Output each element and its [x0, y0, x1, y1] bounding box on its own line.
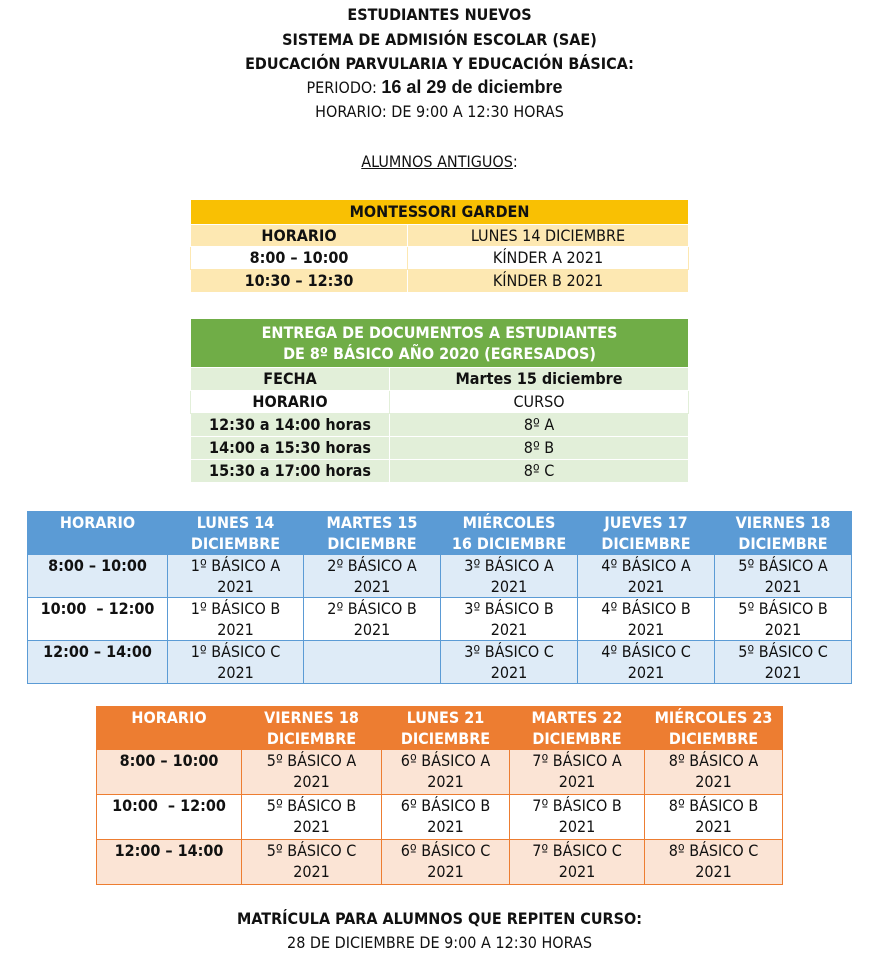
entrega-time: 12:30 a 14:00 horas	[191, 414, 390, 437]
cell-l2: 2021	[353, 577, 391, 596]
entrega-horario-label: HORARIO	[191, 391, 390, 414]
entrega-table	[190, 318, 689, 483]
blue-cell	[578, 641, 715, 684]
blue-header-l1: HORARIO	[59, 513, 136, 532]
orange-header-l2: DICIEMBRE	[400, 729, 491, 748]
blue-header-l1: MARTES 15	[326, 513, 418, 532]
montessori-course: KÍNDER B 2021	[408, 270, 689, 293]
entrega-course: 8º B	[390, 437, 689, 460]
orange-header-l2: DICIEMBRE	[668, 729, 759, 748]
montessori-time: 8:00 – 10:00	[191, 247, 408, 270]
blue-cell	[168, 641, 304, 684]
montessori-table	[190, 199, 689, 293]
cell-l1: 4º BÁSICO C	[601, 642, 691, 661]
cell-l1: 1º BÁSICO A	[190, 556, 281, 575]
title-education-levels: EDUCACIÓN PARVULARIA Y EDUCACIÓN BÁSICA:	[245, 54, 634, 73]
orange-cell	[382, 750, 510, 795]
orange-cell	[510, 840, 645, 885]
cell-l2: 2021	[217, 577, 254, 596]
cell-l1: 1º BÁSICO B	[190, 599, 281, 618]
cell-l2: 2021	[353, 620, 391, 639]
cell-l2: 2021	[627, 663, 665, 682]
cell-l1: 2º BÁSICO A	[327, 556, 417, 575]
orange-cell	[645, 795, 783, 840]
schedule-blue-table	[27, 511, 852, 684]
blue-cell	[168, 555, 304, 598]
orange-header-l2: DICIEMBRE	[266, 729, 357, 748]
blue-cell	[441, 641, 578, 684]
alumnos-antiguos-colon: :	[512, 152, 518, 171]
entrega-course: 8º A	[390, 414, 689, 437]
blue-header-cell	[578, 512, 715, 555]
periodo-line	[0, 76, 874, 99]
cell-l1: 5º BÁSICO C	[738, 642, 828, 661]
table-row	[97, 750, 783, 795]
cell-l2: 2021	[764, 663, 802, 682]
periodo-value: 16 al 29 de diciembre	[381, 77, 563, 97]
blue-cell	[715, 641, 852, 684]
cell-l2: 2021	[293, 817, 330, 836]
cell-l2: 2021	[427, 817, 464, 836]
orange-header-l1: VIERNES 18	[264, 708, 359, 727]
orange-time: 12:00 – 14:00	[97, 840, 242, 885]
orange-header-l1: HORARIO	[131, 708, 207, 727]
montessori-course: KÍNDER A 2021	[408, 247, 689, 270]
blue-header-l1: LUNES 14	[196, 513, 275, 532]
cell-l1: 8º BÁSICO B	[668, 796, 759, 815]
table-row	[28, 598, 852, 641]
table-row	[28, 641, 852, 684]
orange-cell	[645, 840, 783, 885]
schedule-orange-table	[96, 706, 783, 885]
blue-header-cell	[304, 512, 441, 555]
horario-line: HORARIO: DE 9:00 A 12:30 HORAS	[315, 102, 564, 121]
title-new-students: ESTUDIANTES NUEVOS	[347, 5, 532, 24]
cell-l2: 2021	[764, 577, 802, 596]
cell-l2: 2021	[695, 862, 732, 881]
orange-time: 10:00 – 12:00	[97, 795, 242, 840]
entrega-time: 15:30 a 17:00 horas	[191, 460, 390, 483]
cell-l2: 2021	[627, 577, 665, 596]
cell-l2: 2021	[217, 663, 254, 682]
blue-cell	[168, 598, 304, 641]
blue-cell	[578, 555, 715, 598]
cell-l1: 8º BÁSICO A	[668, 751, 759, 770]
blue-header-cell	[715, 512, 852, 555]
blue-cell	[441, 555, 578, 598]
cell-l1: 1º BÁSICO C	[190, 642, 281, 661]
blue-header-cell	[168, 512, 304, 555]
orange-cell	[242, 795, 382, 840]
orange-time: 8:00 – 10:00	[97, 750, 242, 795]
montessori-title: MONTESSORI GARDEN	[191, 200, 689, 225]
cell-l1: 6º BÁSICO A	[400, 751, 491, 770]
cell-l1: 5º BÁSICO B	[266, 796, 357, 815]
matricula-heading: MATRÍCULA PARA ALUMNOS QUE REPITEN CURSO:	[237, 909, 642, 928]
orange-header-cell	[645, 707, 783, 750]
cell-l1: 4º BÁSICO A	[601, 556, 691, 575]
orange-cell	[382, 795, 510, 840]
entrega-curso-label: CURSO	[390, 391, 689, 414]
alumnos-antiguos-heading	[0, 151, 879, 173]
cell-l2: 2021	[558, 862, 596, 881]
cell-l1: 7º BÁSICO B	[532, 796, 622, 815]
entrega-course: 8º C	[390, 460, 689, 483]
blue-header-l2: DICIEMBRE	[601, 534, 691, 553]
blue-cell	[304, 555, 441, 598]
blue-header-l2: 16 DICIEMBRE	[451, 534, 567, 553]
orange-header-cell	[382, 707, 510, 750]
blue-header-l2: DICIEMBRE	[327, 534, 417, 553]
cell-l1: 8º BÁSICO C	[668, 841, 759, 860]
cell-l2: 2021	[217, 620, 254, 639]
blue-header-l1: VIERNES 18	[735, 513, 831, 532]
table-row	[97, 795, 783, 840]
cell-l2: 2021	[764, 620, 802, 639]
cell-l2: 2021	[695, 817, 732, 836]
orange-cell	[382, 840, 510, 885]
cell-l2: 2021	[558, 772, 596, 791]
cell-l2: 2021	[490, 620, 528, 639]
orange-header-l1: MARTES 22	[531, 708, 623, 727]
cell-l2: 2021	[427, 772, 464, 791]
blue-header-l1: JUEVES 17	[604, 513, 688, 532]
table-row	[97, 840, 783, 885]
cell-l1: 5º BÁSICO A	[266, 751, 357, 770]
entrega-fecha-label: FECHA	[191, 368, 390, 391]
blue-header-l2: DICIEMBRE	[738, 534, 828, 553]
cell-l1: 4º BÁSICO B	[601, 599, 691, 618]
entrega-title	[191, 319, 689, 368]
orange-header-l1: LUNES 21	[406, 708, 485, 727]
entrega-time: 14:00 a 15:30 horas	[191, 437, 390, 460]
orange-header-l1: MIÉRCOLES 23	[654, 708, 773, 727]
cell-l1: 3º BÁSICO B	[464, 599, 554, 618]
cell-l1: 7º BÁSICO C	[532, 841, 622, 860]
blue-cell	[441, 598, 578, 641]
cell-l2: 2021	[490, 663, 528, 682]
blue-time: 8:00 – 10:00	[28, 555, 168, 598]
blue-cell-empty	[304, 641, 441, 684]
montessori-time: 10:30 – 12:30	[191, 270, 408, 293]
cell-l2: 2021	[293, 772, 330, 791]
orange-cell	[510, 750, 645, 795]
cell-l1: 2º BÁSICO B	[327, 599, 417, 618]
cell-l2: 2021	[427, 862, 464, 881]
cell-l2: 2021	[558, 817, 596, 836]
blue-header-cell	[28, 512, 168, 555]
blue-cell	[715, 598, 852, 641]
orange-cell	[510, 795, 645, 840]
blue-cell	[578, 598, 715, 641]
blue-cell	[304, 598, 441, 641]
cell-l1: 5º BÁSICO A	[738, 556, 828, 575]
entrega-title-line2: DE 8º BÁSICO AÑO 2020 (EGRESADOS)	[283, 344, 596, 363]
cell-l1: 3º BÁSICO A	[464, 556, 554, 575]
orange-cell	[242, 840, 382, 885]
blue-cell	[715, 555, 852, 598]
orange-header-cell	[97, 707, 242, 750]
blue-header-l2: DICIEMBRE	[190, 534, 281, 553]
alumnos-antiguos-label: ALUMNOS ANTIGUOS	[361, 152, 513, 171]
cell-l1: 5º BÁSICO C	[266, 841, 357, 860]
blue-time: 12:00 – 14:00	[28, 641, 168, 684]
orange-header-cell	[510, 707, 645, 750]
entrega-fecha-value: Martes 15 diciembre	[390, 368, 689, 391]
orange-cell	[242, 750, 382, 795]
blue-time: 10:00 – 12:00	[28, 598, 168, 641]
table-row	[28, 555, 852, 598]
cell-l1: 6º BÁSICO C	[400, 841, 491, 860]
cell-l1: 7º BÁSICO A	[532, 751, 622, 770]
entrega-title-line1: ENTREGA DE DOCUMENTOS A ESTUDIANTES	[261, 323, 618, 342]
cell-l1: 5º BÁSICO B	[738, 599, 828, 618]
cell-l2: 2021	[293, 862, 330, 881]
cell-l2: 2021	[490, 577, 528, 596]
blue-header-cell	[441, 512, 578, 555]
matricula-date: 28 DE DICIEMBRE DE 9:00 A 12:30 HORAS	[287, 933, 592, 952]
orange-header-cell	[242, 707, 382, 750]
periodo-label: PERIODO:	[306, 78, 377, 97]
cell-l1: 3º BÁSICO C	[464, 642, 554, 661]
cell-l2: 2021	[627, 620, 665, 639]
orange-header-l2: DICIEMBRE	[532, 729, 622, 748]
montessori-col-horario: HORARIO	[191, 225, 408, 247]
orange-cell	[645, 750, 783, 795]
cell-l2: 2021	[695, 772, 732, 791]
blue-header-l1: MIÉRCOLES	[462, 513, 556, 532]
title-sae: SISTEMA DE ADMISIÓN ESCOLAR (SAE)	[282, 30, 597, 49]
montessori-col-date: LUNES 14 DICIEMBRE	[408, 225, 689, 247]
cell-l1: 6º BÁSICO B	[400, 796, 491, 815]
